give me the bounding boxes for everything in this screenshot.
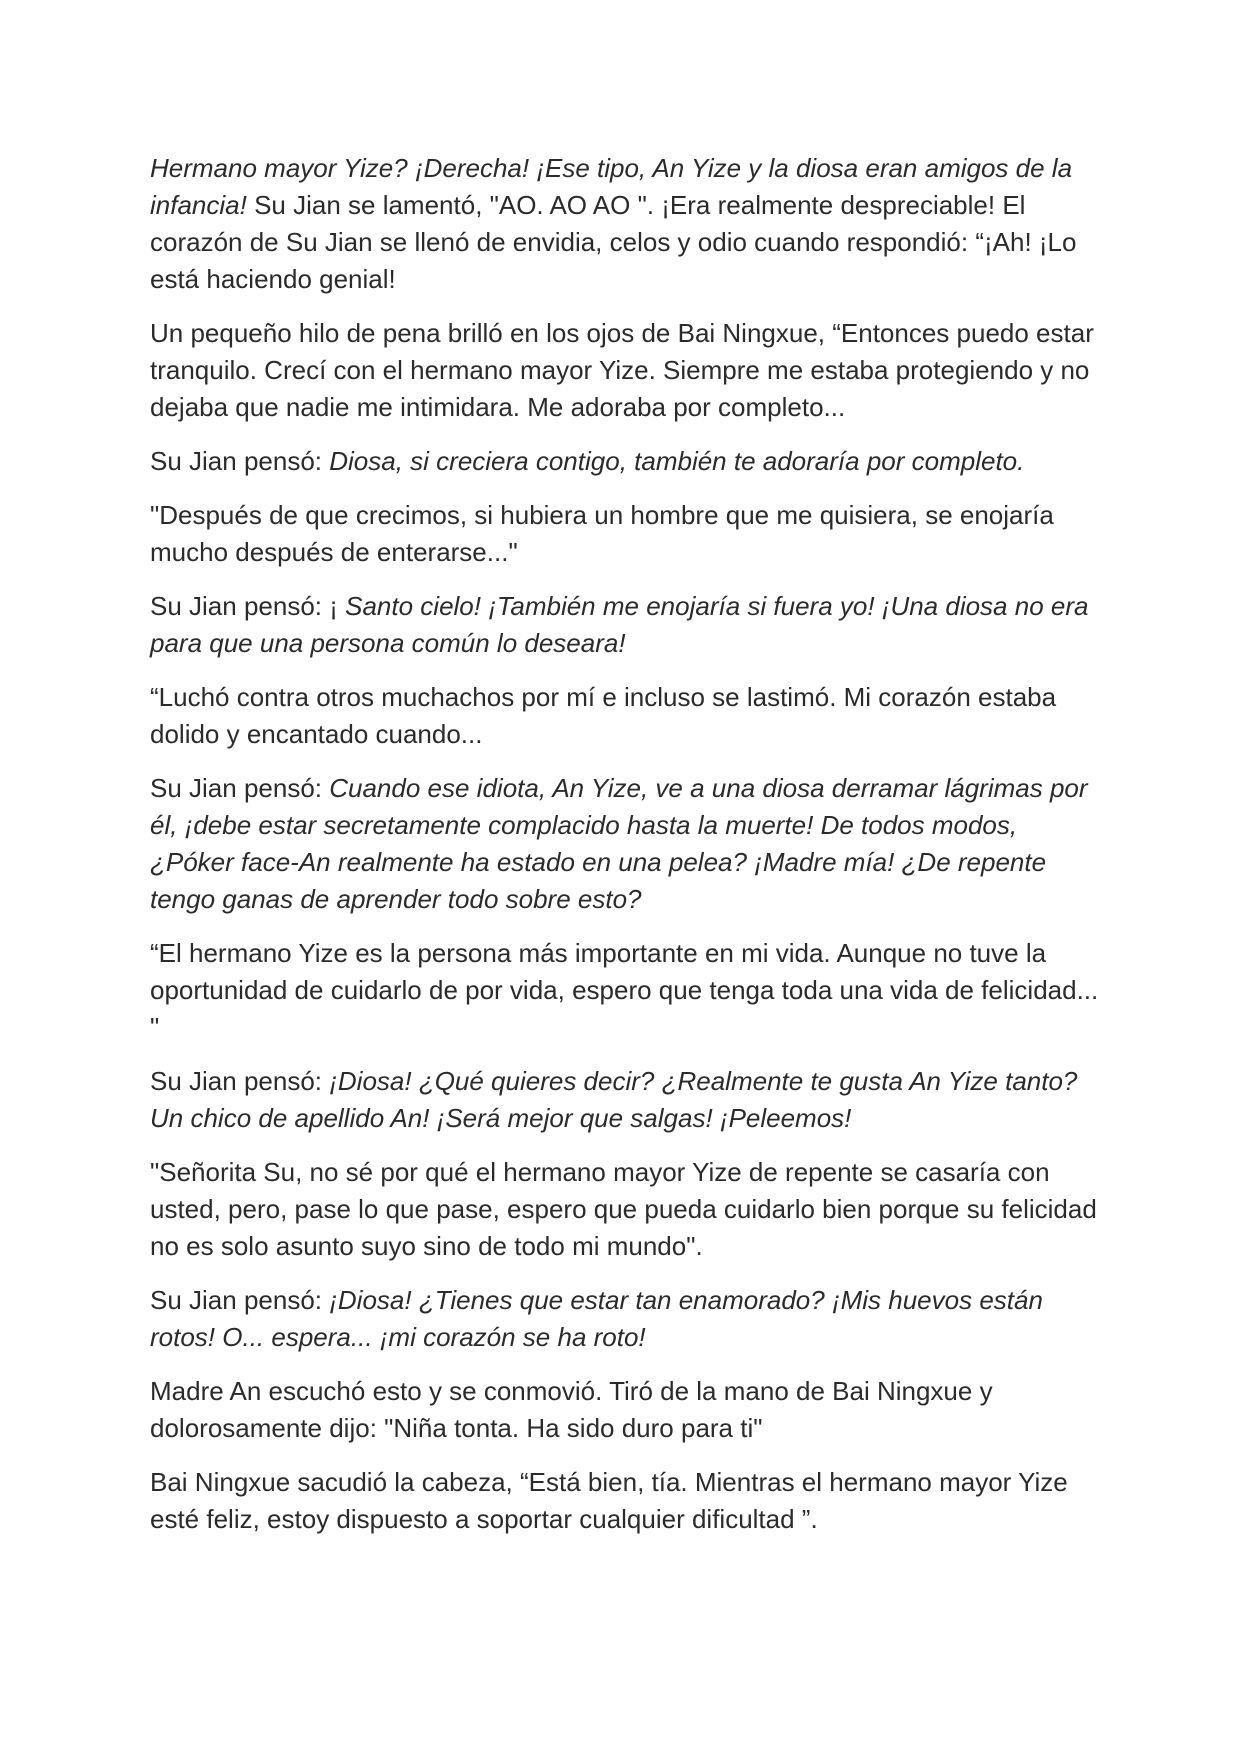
paragraph — [150, 1464, 1100, 1538]
italic-text: ¡Diosa! ¿Qué quieres decir? ¿Realmente te gusta An Yize tanto? Un chico de apellido An! ¡Será mejor que salgas! ¡Peleemos! — [150, 1066, 1078, 1133]
italic-text: Hermano mayor Yize? ¡Derecha! ¡Ese tipo, An Yize y la diosa eran amigos de la infancia! — [150, 153, 1073, 220]
paragraph — [150, 588, 1100, 662]
paragraph — [150, 443, 1100, 480]
italic-text: Diosa, si creciera contigo, también te adoraría por completo. — [329, 446, 1025, 476]
text-run: Su Jian pensó: — [150, 446, 330, 476]
text-run: Su Jian pensó: — [150, 1285, 330, 1315]
paragraph — [150, 315, 1100, 426]
paragraph — [150, 1373, 1100, 1447]
text-run: "Después de que crecimos, si hubiera un hombre que me quisiera, se enojaría mucho después de enterarse..." — [150, 500, 1054, 567]
paragraph — [150, 1154, 1100, 1265]
document-page — [150, 150, 1100, 1555]
text-run: Su Jian pensó: ¡ — [150, 591, 346, 621]
paragraph — [150, 1063, 1100, 1137]
italic-text: ¡Diosa! ¿Tienes que estar tan enamorado? ¡Mis huevos están rotos! O... espera... ¡mi corazón se ha roto! — [150, 1285, 1043, 1352]
paragraph — [150, 935, 1100, 1046]
text-run: "Señorita Su, no sé por qué el hermano mayor Yize de repente se casaría con usted, pero, pase lo que pase, espero que pueda cuidarlo bien porque su felicidad no es solo asunto suyo sino de todo mi mundo". — [150, 1157, 1097, 1261]
text-run: “El hermano Yize es la persona más importante en mi vida. Aunque no tuve la oportunidad de cuidarlo de por vida, espero que tenga toda una vida de felicidad... " — [150, 938, 1099, 1042]
text-run: Su Jian pensó: — [150, 1066, 330, 1096]
italic-text: Cuando ese idiota, An Yize, ve a una diosa derramar lágrimas por él, ¡debe estar secretamente complacido hasta la muerte! De todos modos, ¿Póker face-An realmente ha estado en una pelea? ¡Madre mía! ¿De repente tengo ganas de aprender todo sobre esto? — [150, 773, 1088, 914]
text-run: Bai Ningxue sacudió la cabeza, “Está bien, tía. Mientras el hermano mayor Yize esté feliz, estoy dispuesto a soportar cualquier dificultad ”. — [150, 1467, 1068, 1534]
paragraph — [150, 497, 1100, 571]
paragraph — [150, 1282, 1100, 1356]
text-run: Un pequeño hilo de pena brilló en los ojos de Bai Ningxue, “Entonces puedo estar tranquilo. Crecí con el hermano mayor Yize. Siempre me estaba protegiendo y no dejaba que nadie me intimidara. Me adoraba por completo... — [150, 318, 1094, 422]
text-run: Madre An escuchó esto y se conmovió. Tiró de la mano de Bai Ningxue y dolorosamente dijo: "Niña tonta. Ha sido duro para ti" — [150, 1376, 993, 1443]
paragraph — [150, 679, 1100, 753]
text-run: Su Jian se lamentó, "AO. AO AO ". ¡Era realmente despreciable! El corazón de Su Jian se llenó de envidia, celos y odio cuando respondió: “¡Ah! ¡Lo está haciendo genial! — [150, 190, 1077, 294]
italic-text: Santo cielo! ¡También me enojaría si fuera yo! ¡Una diosa no era para que una persona común lo deseara! — [150, 591, 1089, 658]
text-run: Su Jian pensó: — [150, 773, 330, 803]
paragraph — [150, 770, 1100, 918]
text-run: “Luchó contra otros muchachos por mí e incluso se lastimó. Mi corazón estaba dolido y encantado cuando... — [150, 682, 1057, 749]
paragraph — [150, 150, 1100, 298]
